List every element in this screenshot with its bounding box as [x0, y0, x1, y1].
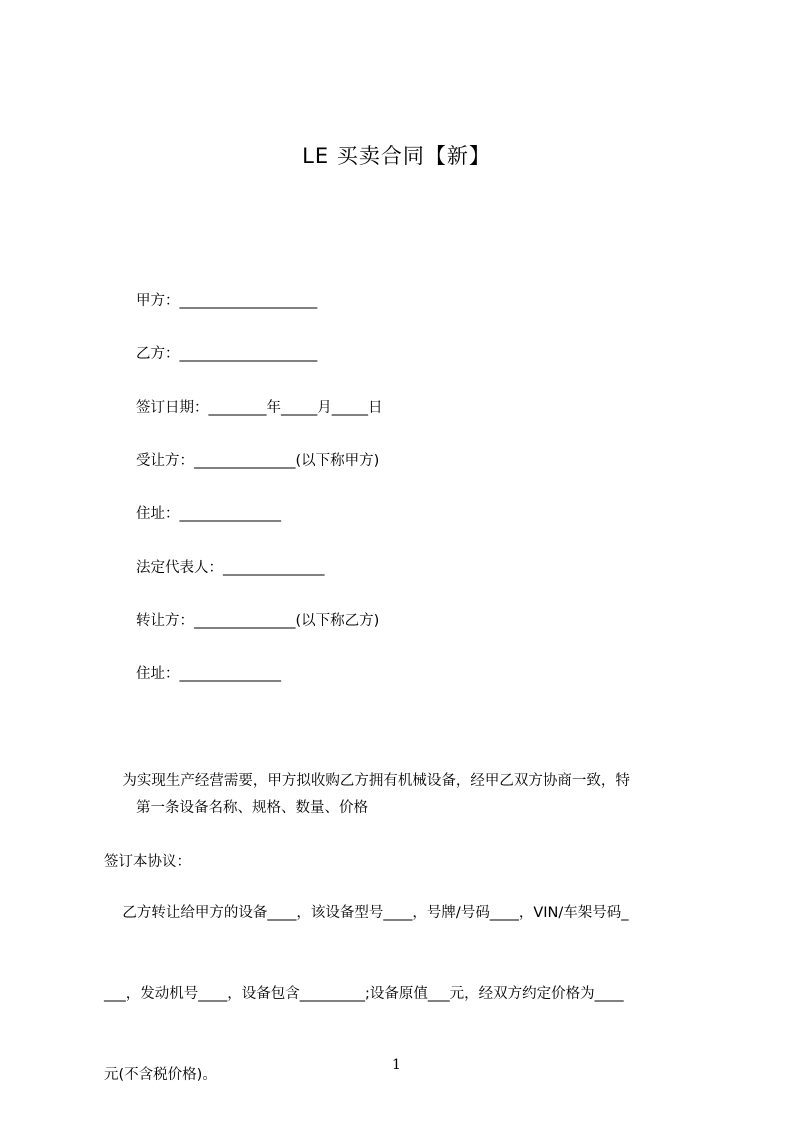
party-a-field: 甲方：___________________	[136, 293, 318, 309]
article-1-heading: 第一条设备名称、规格、数量、价格	[136, 800, 368, 816]
transferee-field: 受让方：______________(以下称甲方)	[136, 453, 380, 469]
transferor-field: 转让方：______________(以下称乙方)	[136, 613, 380, 629]
article-1-line-1: 乙方转让给甲方的设备____，该设备型号____，号牌/号码____，VIN/车架号码_	[104, 905, 629, 921]
intro-line-2: 签订本协议：	[104, 854, 191, 870]
article-1-line-2: ___，发动机号____，设备包含_________;设备原值___元，经双方约定价格为____	[104, 986, 624, 1002]
article-1-line-3: 元(不含税价格)。	[104, 1067, 217, 1083]
transferee-address-field: 住址：______________	[136, 506, 281, 522]
transferor-address-field: 住址：______________	[136, 666, 281, 682]
sign-date-field: 签订日期：________年_____月_____日	[136, 400, 383, 416]
document-title: LE 买卖合同【新】	[302, 144, 491, 168]
intro-line-1: 为实现生产经营需要，甲方拟收购乙方拥有机械设备，经甲乙双方协商一致，特	[104, 773, 630, 789]
article-1-body	[104, 846, 704, 1143]
party-b-field: 乙方：___________________	[136, 346, 318, 362]
page-number: 1	[392, 1057, 401, 1073]
legal-representative-field: 法定代表人：______________	[136, 560, 325, 576]
